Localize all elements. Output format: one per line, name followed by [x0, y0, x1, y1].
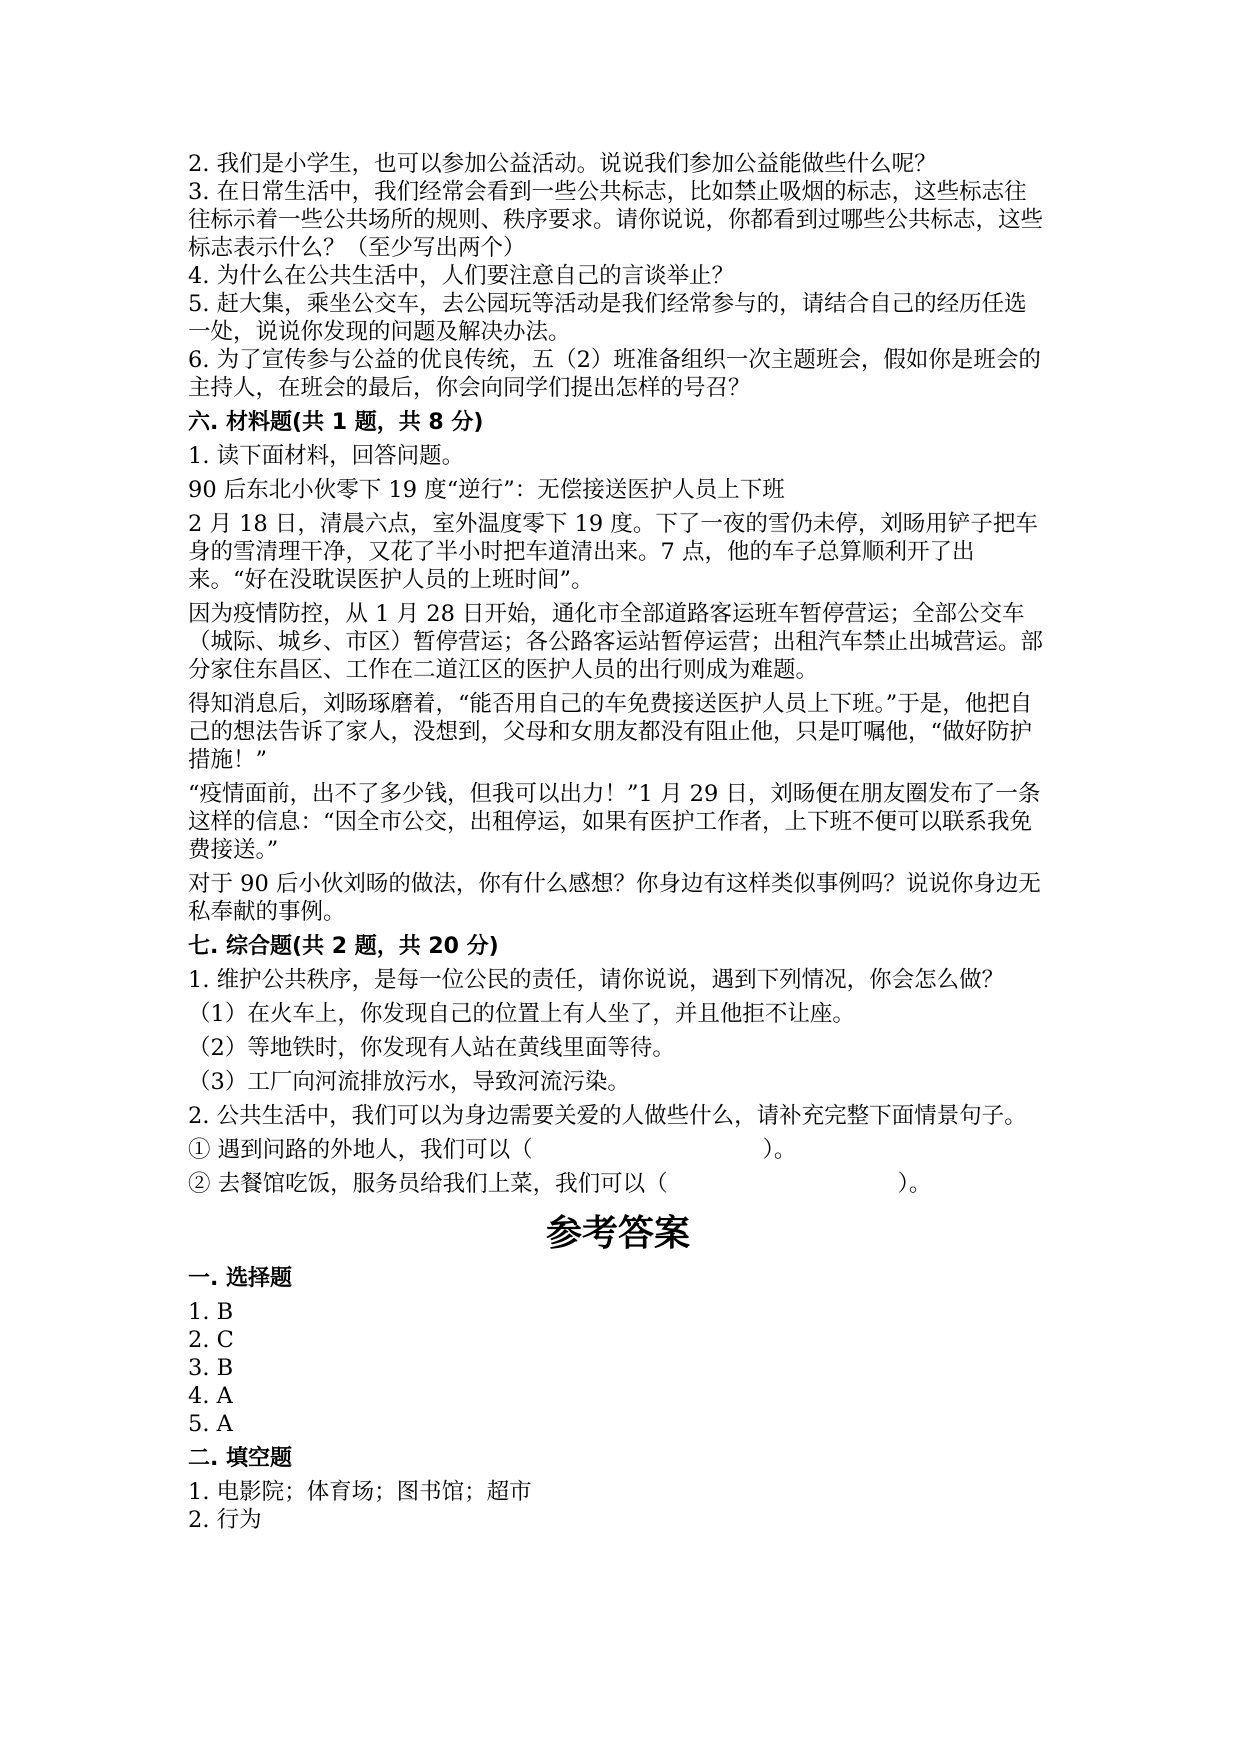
answers-section-1-heading: 一. 选择题 [188, 1266, 293, 1291]
answer-item: 1. B [188, 1299, 234, 1325]
material-paragraph: 2 月 18 日，清晨六点，室外温度零下 19 度。下了一夜的雪仍未停，刘旸用铲子把车身的雪清理干净，又花了半小时把车道清出来。7 点，他的车子总算顺利开了出来。“好在没耽误医护人员的上班时间”。 [188, 511, 1038, 593]
question-5-6: 6. 为了宣传参与公益的优良传统，五（2）班准备组织一次主题班会，假如你是班会的主持人，在班会的最后，你会向同学们提出怎样的号召？ [188, 347, 1041, 401]
material-paragraph: 因为疫情防控，从 1 月 28 日开始，通化市全部道路客运班车暂停营运；全部公交车（城际、城乡、市区）暂停营运；各公路客运站暂停运营；出租汽车禁止出城营运。部分家住东昌区、工作在二道江区的医护人员的出行则成为难题。 [188, 601, 1044, 683]
material-paragraph: “疫情面前，出不了多少钱，但我可以出力！”1 月 29 日，刘旸便在朋友圈发布了一条这样的信息：“因全市公交，出租停运，如果有医护工作者，上下班不便可以联系我免费接送。” [188, 781, 1041, 863]
situation-item: （2）等地铁时，你发现有人站在黄线里面等待。 [188, 1035, 675, 1061]
situation-item: （3）工厂向河流排放污水，导致河流污染。 [188, 1069, 630, 1095]
answer-item: 4. A [188, 1383, 233, 1409]
section-6-question-1: 1. 读下面材料，回答问题。 [188, 443, 465, 469]
fill-in-item-2 [188, 1170, 1048, 1198]
question-5-4: 4. 为什么在公共生活中，人们要注意自己的言谈举止？ [188, 263, 735, 289]
section-6-heading: 六. 材料题(共 1 题，共 8 分) [188, 410, 484, 435]
section-7-heading: 七. 综合题(共 2 题，共 20 分) [188, 934, 499, 959]
question-5-2: 2. 我们是小学生，也可以参加公益活动。说说我们参加公益能做些什么呢？ [188, 151, 937, 177]
section-7-question-2: 2. 公共生活中，我们可以为身边需要关爱的人做些什么，请补充完整下面情景句子。 [188, 1103, 1027, 1129]
material-question: 对于 90 后小伙刘旸的做法，你有什么感想？你身边有这样类似事例吗？说说你身边无私奉献的事例。 [188, 871, 1041, 925]
question-5-3: 3. 在日常生活中，我们经常会看到一些公共标志，比如禁止吸烟的标志，这些标志往往标示着一些公共场所的规则、秩序要求。请你说说，你都看到过哪些公共标志，这些标志表示什么？（至少写出两个） [188, 179, 1044, 261]
answer-item: 3. B [188, 1355, 234, 1381]
fill-in-prefix: ① 遇到问路的外地人，我们可以（ [188, 1137, 533, 1163]
material-paragraph: 得知消息后，刘旸琢磨着，“能否用自己的车免费接送医护人员上下班。”于是，他把自己的想法告诉了家人，没想到，父母和女朋友都没有阻止他，只是叮嘱他，“做好防护措施！” [188, 691, 1033, 773]
fill-in-item-1 [188, 1136, 1048, 1164]
fill-in-prefix: ② 去餐馆吃饭，服务员给我们上菜，我们可以（ [188, 1171, 668, 1197]
material-headline: 90 后东北小伙零下 19 度“逆行”：无偿接送医护人员上下班 [188, 477, 785, 503]
answer-item: 1. 电影院；体育场；图书馆；超市 [188, 1479, 532, 1505]
answer-item: 2. 行为 [188, 1507, 262, 1533]
section-7-question-1: 1. 维护公共秩序，是每一位公民的责任，请你说说，遇到下列情况，你会怎么做？ [188, 967, 1005, 993]
question-5-5: 5. 赶大集，乘坐公交车，去公园玩等活动是我们经常参与的，请结合自己的经历任选一处，说说你发现的问题及解决办法。 [188, 291, 1027, 345]
answer-item: 5. A [188, 1411, 233, 1437]
fill-in-suffix: ）。 [762, 1137, 797, 1163]
fill-in-suffix: ）。 [897, 1171, 932, 1197]
document-page [188, 150, 1048, 1534]
answer-item: 2. C [188, 1327, 234, 1353]
answers-title: 参考答案 [545, 1213, 690, 1254]
situation-item: （1）在火车上，你发现自己的位置上有人坐了，并且他拒不让座。 [188, 1001, 855, 1027]
answers-section-2-heading: 二. 填空题 [188, 1446, 293, 1471]
